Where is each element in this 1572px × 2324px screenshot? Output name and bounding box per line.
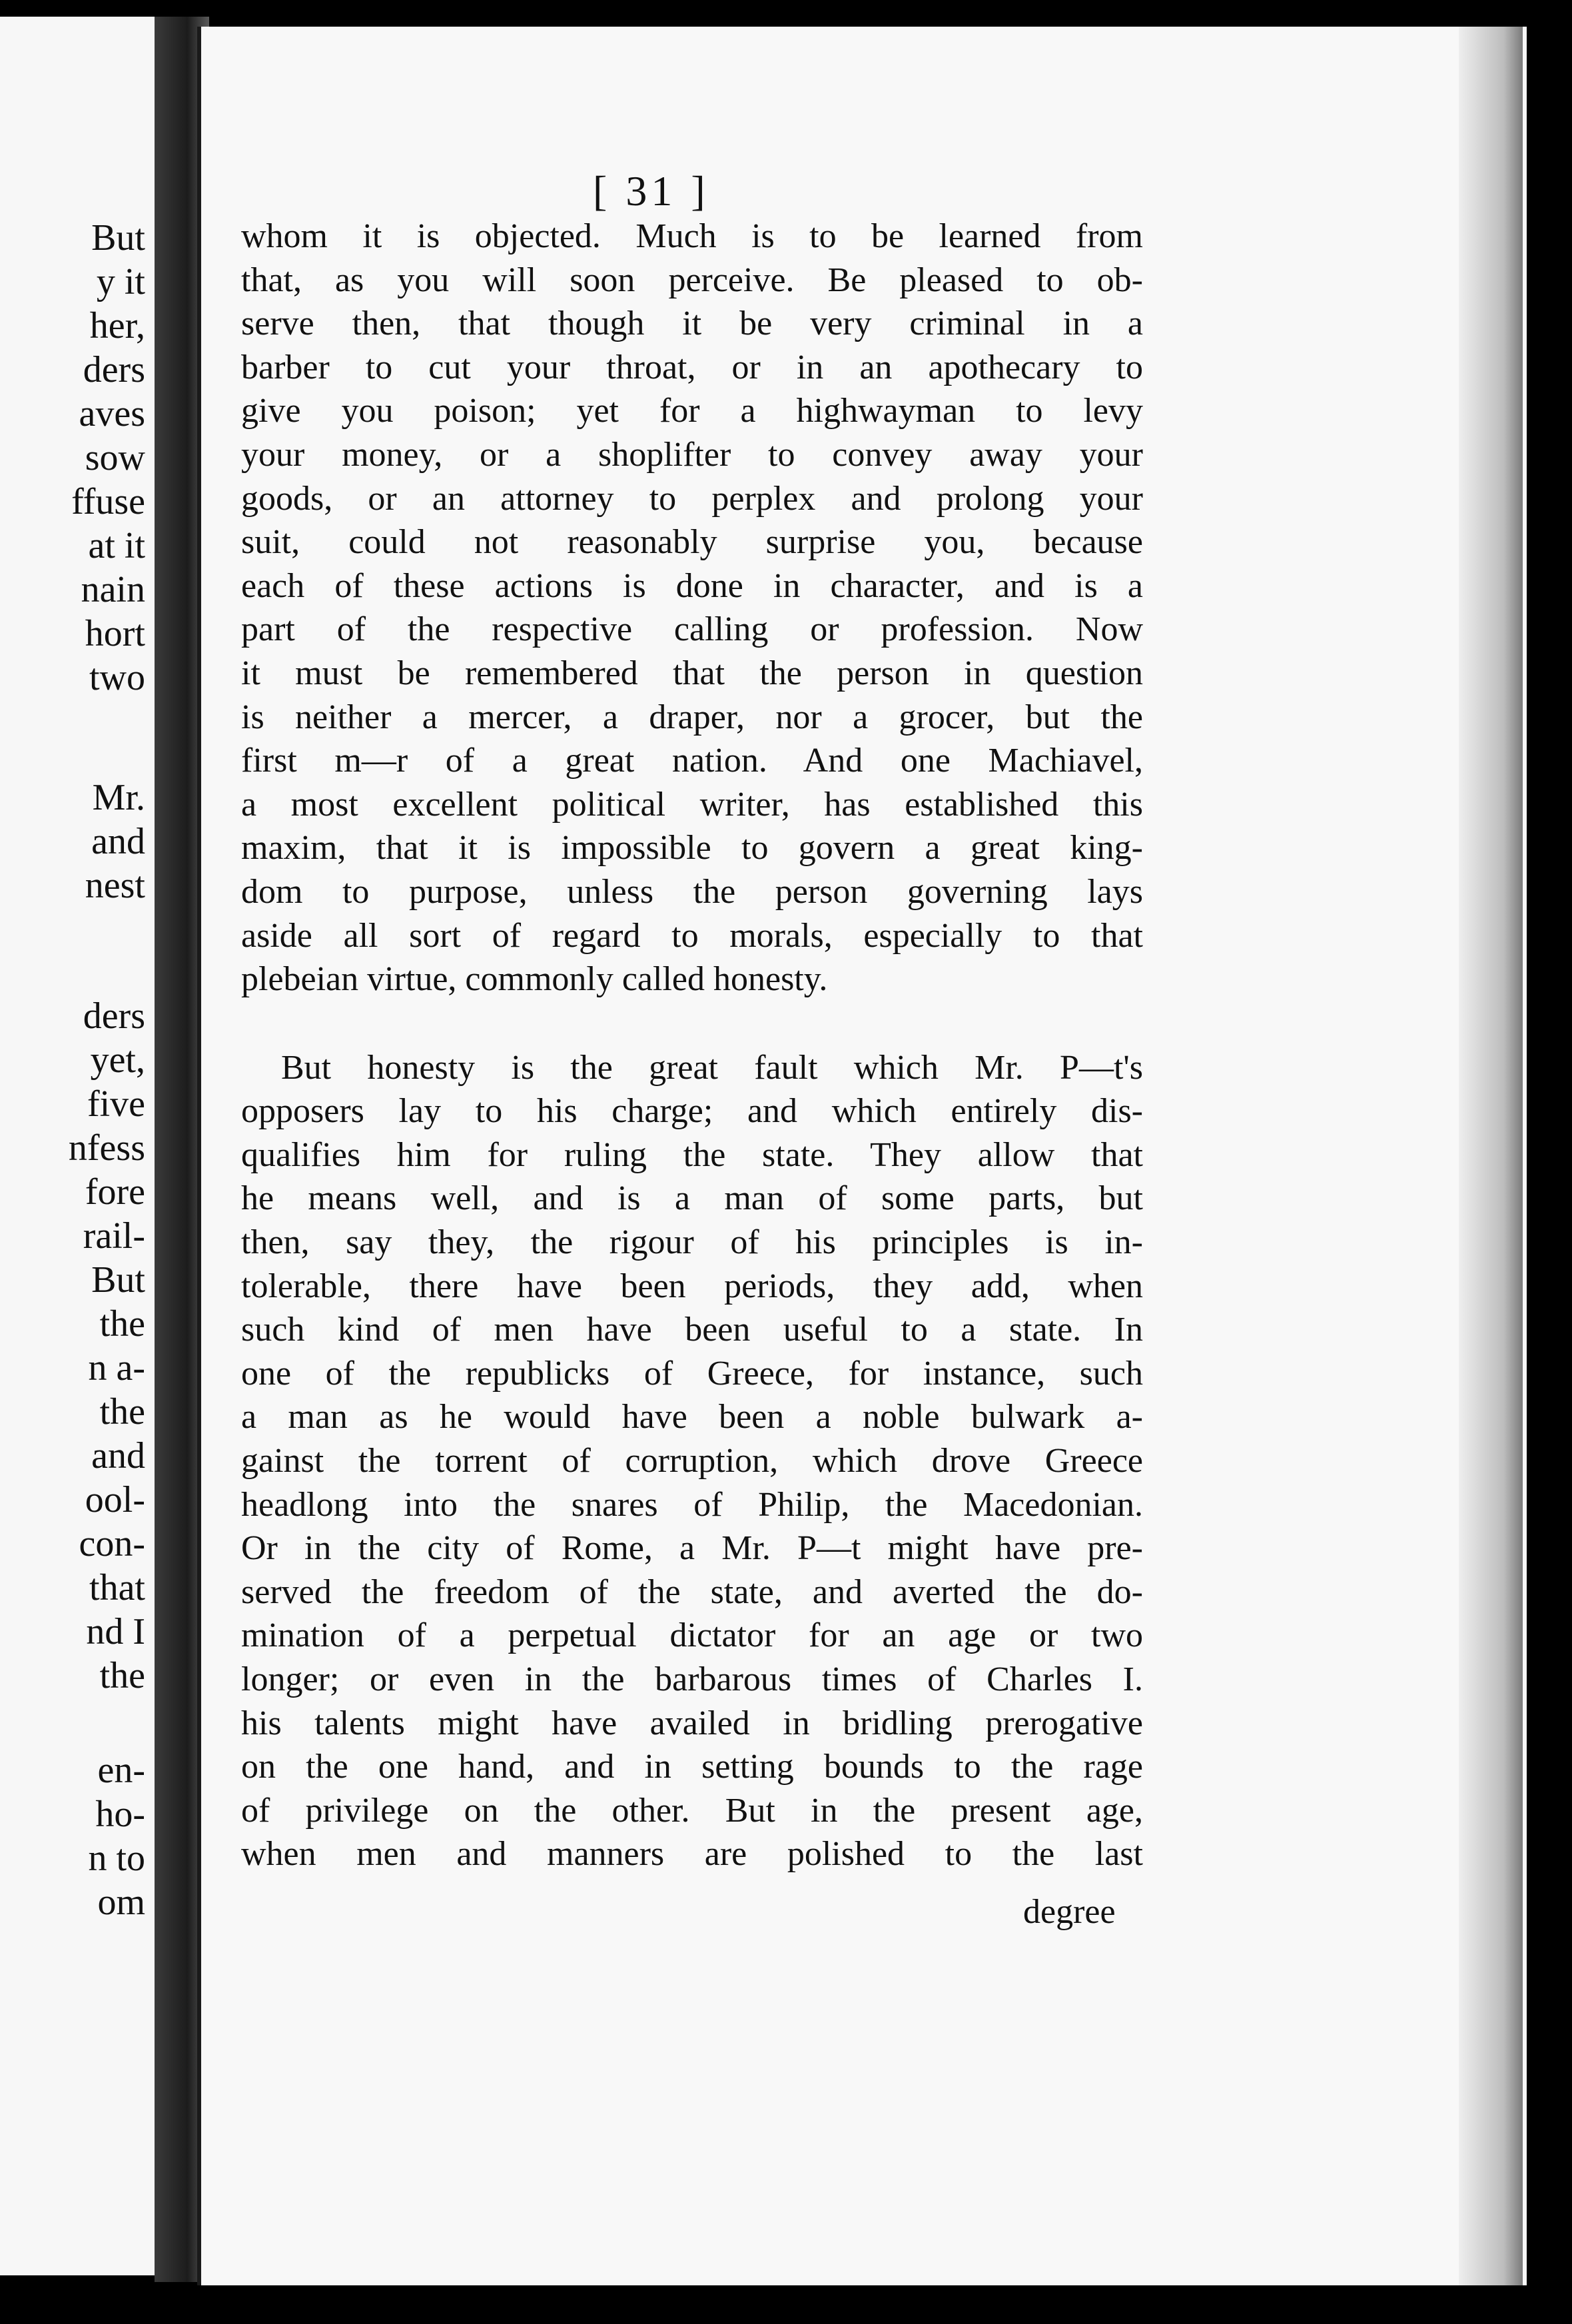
text-line: is neither a mercer, a draper, nor a grocer, but the <box>241 698 1143 736</box>
text-line: longer; or even in the barbarous times of Charles I. <box>241 1660 1143 1698</box>
left-fragment: nest <box>85 865 145 906</box>
text-line: But honesty is the great fault which Mr. P—t's <box>281 1048 1143 1087</box>
text-line: qualifies him for ruling the state. They allow that <box>241 1135 1143 1174</box>
left-fragment: fore <box>85 1171 145 1213</box>
text-line: goods, or an attorney to perplex and prolong your <box>241 479 1143 518</box>
text-line: dom to purpose, unless the person governing lays <box>241 872 1143 911</box>
left-fragment: and <box>91 821 145 862</box>
left-fragment: nd I <box>86 1611 145 1652</box>
left-facing-page <box>0 17 155 2275</box>
left-fragment: that <box>89 1567 145 1608</box>
text-line: that, as you will soon perceive. Be pleased to ob- <box>241 261 1143 299</box>
text-line: tolerable, there have been periods, they add, when <box>241 1267 1143 1305</box>
left-fragment: two <box>89 657 145 698</box>
text-line: part of the respective calling or profession. Now <box>241 610 1143 649</box>
left-fragment: ders <box>83 349 145 390</box>
page-edge-shadow <box>1459 27 1523 2285</box>
left-fragment: sow <box>85 437 145 478</box>
text-line: plebeian virtue, commonly called honesty. <box>241 960 828 999</box>
left-fragment: Mr. <box>92 777 145 818</box>
left-fragment: nain <box>81 569 145 610</box>
left-fragment: y it <box>96 261 145 302</box>
page-number: [ 31 ] <box>593 167 709 215</box>
text-line: his talents might have availed in bridling prerogative <box>241 1704 1143 1742</box>
text-line: headlong into the snares of Philip, the Macedonian. <box>241 1485 1143 1524</box>
text-line: it must be remembered that the person in question <box>241 654 1143 692</box>
left-fragment: her, <box>89 305 145 346</box>
text-line: one of the republicks of Greece, for instance, such <box>241 1354 1143 1393</box>
left-fragment: the <box>99 1655 145 1696</box>
left-fragment: hort <box>85 613 145 654</box>
paragraph-gap <box>241 1001 1143 1046</box>
text-line: aside all sort of regard to morals, especially to that <box>241 916 1143 955</box>
text-line: such kind of men have been useful to a state. In <box>241 1311 1143 1349</box>
text-line: mination of a perpetual dictator for an age or two <box>241 1616 1143 1655</box>
text-line: suit, could not reasonably surprise you, because <box>241 523 1143 562</box>
text-line: he means well, and is a man of some parts, but <box>241 1179 1143 1218</box>
text-line: give you poison; yet for a highwayman to levy <box>241 392 1143 430</box>
text-line: opposers lay to his charge; and which entirely dis- <box>241 1092 1143 1131</box>
left-fragment: rail- <box>83 1215 145 1257</box>
left-fragment: yet, <box>90 1039 145 1081</box>
left-fragment: ffuse <box>71 481 145 522</box>
text-line: each of these actions is done in character, and is a <box>241 566 1143 605</box>
text-line: a most excellent political writer, has established this <box>241 785 1143 824</box>
text-line: first m—r of a great nation. And one Machiavel, <box>241 742 1143 780</box>
text-line: of privilege on the other. But in the present age, <box>241 1791 1143 1830</box>
body-text <box>241 215 1143 1876</box>
left-fragment: om <box>97 1882 145 1923</box>
left-fragment: the <box>99 1391 145 1433</box>
text-line: Or in the city of Rome, a Mr. P—t might have pre- <box>241 1529 1143 1568</box>
left-fragment: the <box>99 1303 145 1345</box>
text-line: served the freedom of the state, and averted the do- <box>241 1572 1143 1611</box>
left-fragment: nfess <box>68 1127 145 1169</box>
text-line: on the one hand, and in setting bounds to the rage <box>241 1748 1143 1786</box>
left-fragment: ders <box>83 995 145 1037</box>
text-line: maxim, that it is impossible to govern a great king- <box>241 829 1143 868</box>
text-line: a man as he would have been a noble bulwark a- <box>241 1398 1143 1437</box>
left-fragment: and <box>91 1435 145 1476</box>
text-line: gainst the torrent of corruption, which drove Greece <box>241 1442 1143 1480</box>
catchword: degree <box>1023 1893 1116 1931</box>
left-fragment: aves <box>79 393 145 434</box>
left-fragment: con- <box>79 1523 145 1564</box>
text-line: barber to cut your throat, or in an apothecary to <box>241 348 1143 386</box>
left-fragment: five <box>87 1083 145 1125</box>
left-fragment: en- <box>97 1750 145 1791</box>
text-line: your money, or a shoplifter to convey away your <box>241 435 1143 474</box>
text-line: serve then, that though it be very criminal in a <box>241 304 1143 343</box>
left-fragment: ho- <box>95 1794 145 1835</box>
left-fragment: But <box>91 1259 145 1301</box>
text-line: whom it is objected. Much is to be learned from <box>241 217 1143 255</box>
left-fragment: at it <box>88 525 145 566</box>
left-fragment: n a- <box>88 1347 145 1389</box>
text-line: when men and manners are polished to the last <box>241 1835 1143 1874</box>
text-line: then, say they, the rigour of his principles is in- <box>241 1223 1143 1262</box>
left-fragment: ool- <box>85 1479 145 1520</box>
left-fragment: But <box>91 217 145 259</box>
left-fragment: n to <box>88 1838 145 1879</box>
